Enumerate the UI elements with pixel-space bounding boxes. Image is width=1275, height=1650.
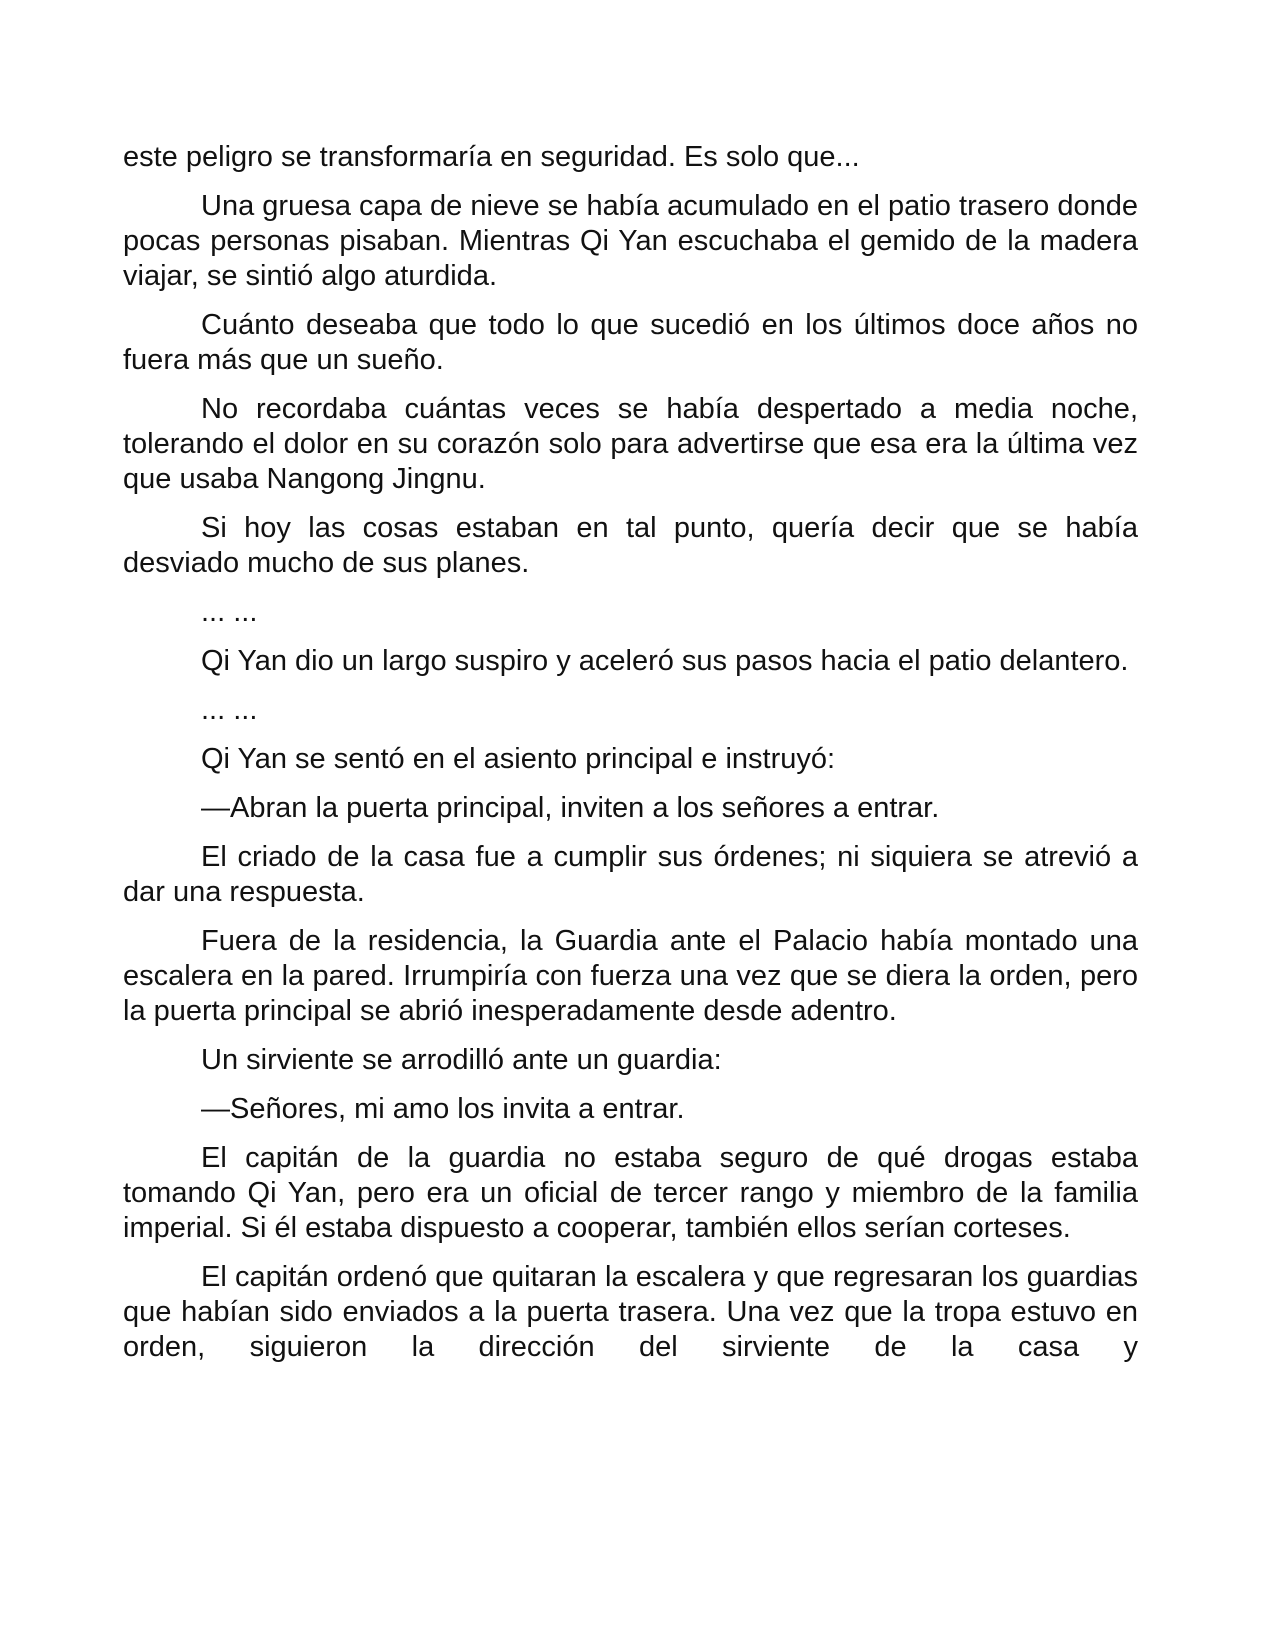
paragraph-10: Un sirviente se arrodilló ante un guardia: bbox=[201, 1044, 722, 1076]
paragraph-9: Fuera de la residencia, la Guardia ante el Palacio había montado una escalera en la pared. Irrumpiría con fuerza una vez que se diera la orden, pero la puerta principal se abrió inesperadamente desde adentro. bbox=[123, 925, 1138, 1027]
paragraph-6: Qi Yan dio un largo suspiro y aceleró sus pasos hacia el patio delantero. bbox=[201, 645, 1129, 677]
paragraph-1: este peligro se transformaría en seguridad. Es solo que... bbox=[123, 141, 860, 173]
dialogue-2: —Señores, mi amo los invita a entrar. bbox=[201, 1093, 685, 1125]
dialogue-1: —Abran la puerta principal, inviten a los señores a entrar. bbox=[201, 792, 940, 824]
paragraph-5: Si hoy las cosas estaban en tal punto, quería decir que se había desviado mucho de sus planes. bbox=[123, 512, 1138, 579]
paragraph-4: No recordaba cuántas veces se había despertado a media noche, tolerando el dolor en su corazón solo para advertirse que esa era la última vez que usaba Nangong Jingnu. bbox=[123, 393, 1138, 495]
scene-break-2: ... ... bbox=[201, 694, 258, 726]
scene-break-1: ... ... bbox=[201, 596, 258, 628]
paragraph-8: El criado de la casa fue a cumplir sus órdenes; ni siquiera se atrevió a dar una respuesta. bbox=[123, 841, 1138, 908]
paragraph-3: Cuánto deseaba que todo lo que sucedió en los últimos doce años no fuera más que un sueño. bbox=[123, 309, 1138, 376]
paragraph-11: El capitán de la guardia no estaba seguro de qué drogas estaba tomando Qi Yan, pero era un oficial de tercer rango y miembro de la familia imperial. Si él estaba dispuesto a cooperar, también ellos serían corteses. bbox=[123, 1142, 1138, 1244]
document-page bbox=[123, 140, 1138, 1379]
paragraph-2: Una gruesa capa de nieve se había acumulado en el patio trasero donde pocas personas pisaban. Mientras Qi Yan escuchaba el gemido de la madera viajar, se sintió algo aturdida. bbox=[123, 190, 1138, 292]
paragraph-7: Qi Yan se sentó en el asiento principal e instruyó: bbox=[201, 743, 836, 775]
paragraph-12: El capitán ordenó que quitaran la escalera y que regresaran los guardias que habían sido enviados a la puerta trasera. Una vez que la tropa estuvo en orden, siguieron la dirección del sirviente de la casa y bbox=[123, 1261, 1138, 1363]
